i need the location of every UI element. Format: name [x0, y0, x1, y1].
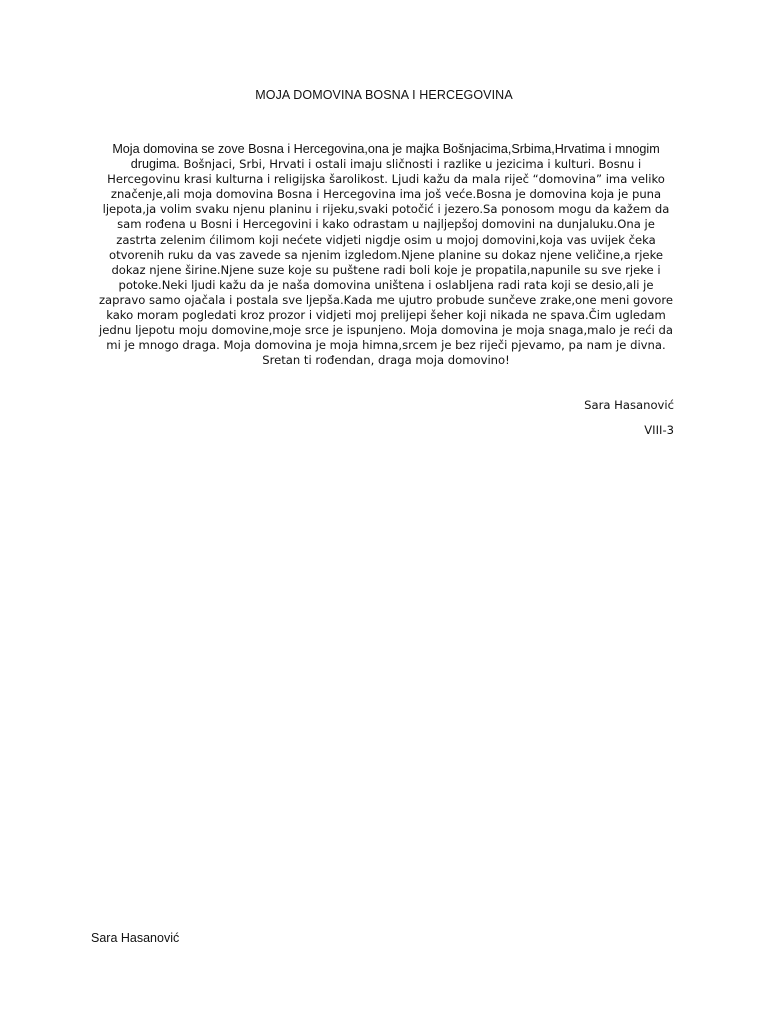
page-footer: Sara Hasanović: [91, 931, 180, 945]
document-title: MOJA DOMOVINA BOSNA I HERCEGOVINA: [255, 88, 513, 102]
essay-paragraph: [96, 142, 676, 368]
author-class: VIII-3: [644, 423, 674, 437]
author-signature: Sara Hasanović: [584, 398, 674, 412]
essay-opening-sentence: Moja domovina se zove Bosna i Hercegovina,ona je majka Bošnjacima,Srbima,Hrvatima i mnogim drugima.: [112, 142, 660, 172]
essay-body-text: Bošnjaci, Srbi, Hrvati i ostali imaju sličnosti i razlike u jezicima i kulturi. Bosnu i Hercegovinu krasi kulturna i religijska šarolikost. Ljudi kažu da mala riječ “domovina” ima veliko značenje,ali moja domovina Bosna i Hercegovina ima još veće.Bosna je domovina koja je puna ljepota,ja volim svaku njenu planinu i rijeku,svaki potočić i jezero.Sa ponosom mogu da kažem da sam rođena u Bosni i Hercegovini i kako odrastam u najljepšoj domovini na dunjaluku.Ona je zastrta zelenim ćilimom koji nećete vidjeti nigdje osim u mojoj domovini,koja vas uvijek čeka otvorenih ruku da vas zavede sa njenim izgledom.Njene planine su dokaz njene veličine,a rjeke dokaz njene širine.Njene suze koje su puštene radi boli koje je propatila,napunile su sve rjeke i potoke.Neki ljudi kažu da je naša domovina uništena i oslabljena radi rata koji se desio,ali je zapravo samo ojačala i postala sve ljepša.Kada me ujutro probude sunčeve zrake,one meni govore kako moram pogledati kroz prozor i vidjeti moj prelijepi šeher koji nikada ne spava.Čim ugledam jednu ljepotu moju domovine,moje srce je ispunjeno. Moja domovina je moja snaga,malo je reći da mi je mnogo draga. Moja domovina je moja himna,srcem je bez riječi pjevamo, pa nam je divna. Sretan ti rođendan, draga moja domovino!: [98, 157, 674, 368]
